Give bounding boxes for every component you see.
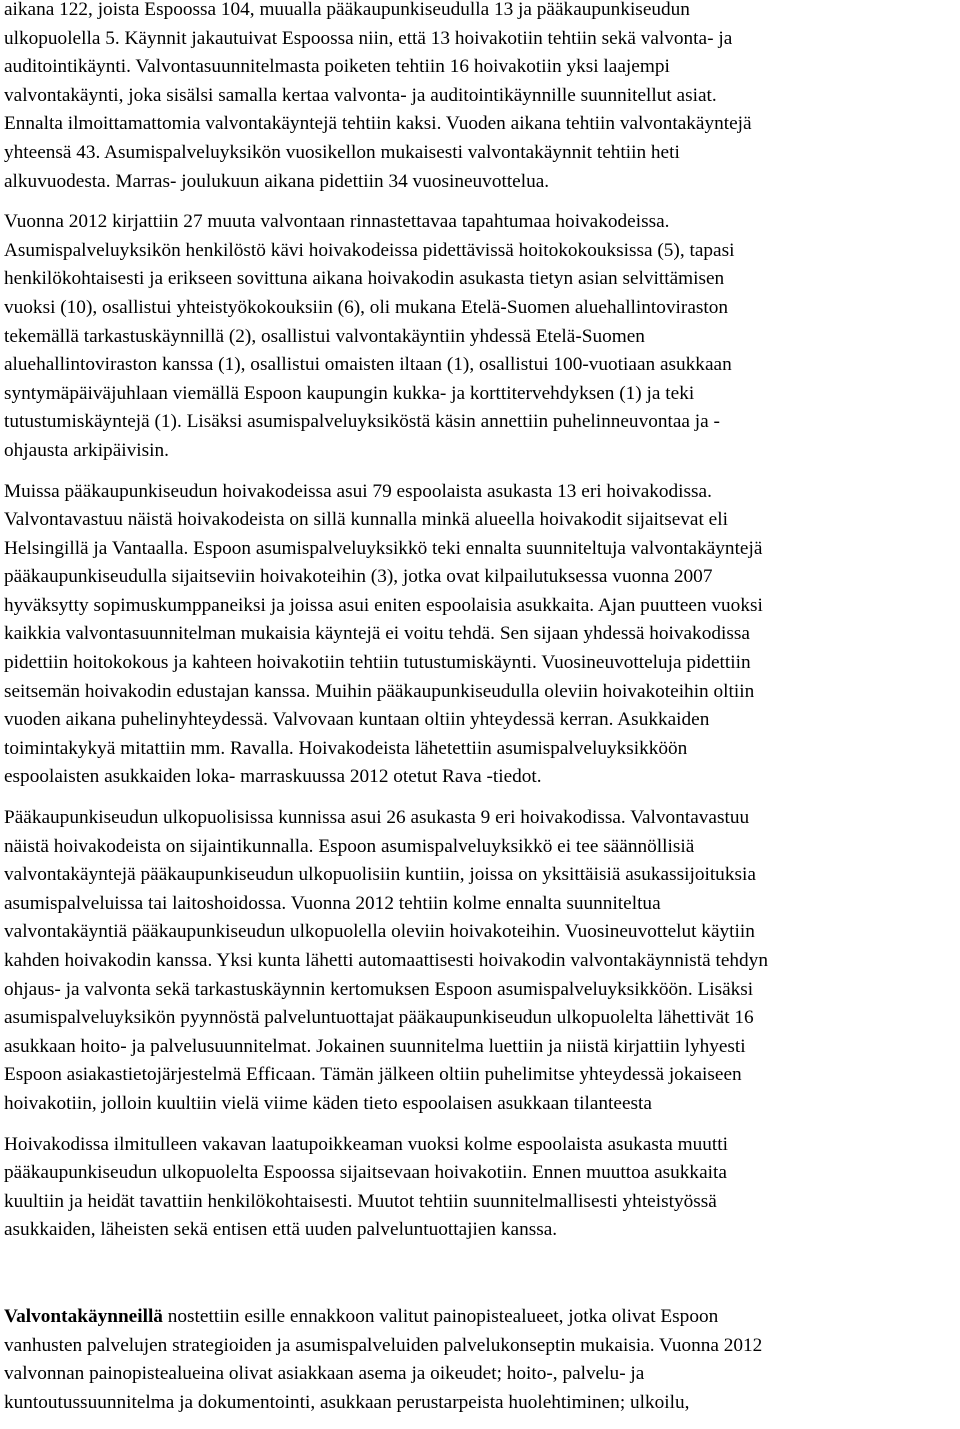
text-line: syntymäpäiväjuhlaan viemällä Espoon kaupungin kukka- ja korttitervehdyksen (1) ja teki	[4, 382, 695, 404]
text-line: vanhusten palvelujen strategioiden ja asumispalveluiden palvelukonseptin mukaisia. Vuonna 2012	[4, 1334, 763, 1356]
text-line: asumispalveluissa tai laitoshoidossa. Vuonna 2012 tehtiin kolme ennalta suunniteltua	[4, 892, 661, 914]
paragraph-visit-counts	[4, 0, 956, 196]
text-line: alkuvuodesta. Marras- joulukuun aikana pidettiin 34 vuosineuvottelua.	[4, 170, 550, 192]
text-line: pidettiin hoitokokous ja kahteen hoivakotiin tehtiin tutustumiskäynti. Vuosineuvotteluja pidettiin	[4, 652, 751, 674]
paragraph-gap	[4, 1257, 956, 1303]
text-line: ohjaus- ja valvonta sekä tarkastuskäynnin kertomuksen Espoon asumispalveluyksikköön. Lisäksi	[4, 978, 754, 1000]
text-line: vuoden aikana puhelinyhteydessä. Valvovaan kuntaan oltiin yhteydessä kerran. Asukkaiden	[4, 709, 710, 731]
text-line: Helsingillä ja Vantaalla. Espoon asumispalveluyksikkö teki ennalta suunniteltuja valvontakäyntejä	[4, 537, 763, 559]
lead-line-rest: nostettiin esille ennakkoon valitut painopistealueet, jotka olivat Espoon	[162, 1305, 719, 1327]
text-line: pääkaupunkiseudun ulkopuolelta Espoossa sijaitsevaan hoivakotiin. Ennen muuttoa asukkaita	[4, 1162, 727, 1184]
text-line: asukkaiden, läheisten sekä entisen että uuden palveluntuottajien kanssa.	[4, 1219, 558, 1241]
text-line: Espoon asiakastietojärjestelmä Efficaan. Tämän jälkeen oltiin puhelimitse yhteydessä jokaiseen	[4, 1064, 742, 1086]
text-line: tutustumiskäyntejä (1). Lisäksi asumispalveluyksiköstä käsin annettiin puhelinneuvontaa ja -	[4, 411, 720, 433]
text-line: Valvontavastuu näistä hoivakodeista on sillä kunnalla minkä alueella hoivakodit sijaitsevat eli	[4, 509, 728, 531]
text-line: kuntoutussuunnitelma ja dokumentointi, asukkaan perustarpeista huolehtiminen; ulkoilu,	[4, 1391, 690, 1413]
text-line: Muissa pääkaupunkiseudun hoivakodeissa asui 79 espoolaista asukasta 13 eri hoivakodissa.	[4, 480, 712, 502]
text-line: toimintakykyä mitattiin mm. Ravalla. Hoivakodeista lähetettiin asumispalveluyksikköön	[4, 737, 688, 759]
text-line: kuultiin ja heidät tavattiin henkilökohtaisesti. Muutot tehtiin suunnitelmallisesti yhteistyössä	[4, 1190, 717, 1212]
text-line: vuoksi (10), osallistui yhteistyökokouksiin (6), oli mukana Etelä-Suomen aluehallintoviraston	[4, 296, 729, 318]
text-line: Asumispalveluyksikön henkilöstö kävi hoivakodeissa pidettävissä hoitokokouksissa (5), tapasi	[4, 239, 735, 261]
text-line: seitsemän hoivakodin edustajan kanssa. Muihin pääkaupunkiseudulla oleviin hoivakoteihin oltiin	[4, 680, 755, 702]
text-line: Hoivakodissa ilmitulleen vakavan laatupoikkeaman vuoksi kolme espoolaista asukasta muutti	[4, 1133, 728, 1155]
paragraph-other-events	[4, 208, 956, 465]
text-line: pääkaupunkiseudulla sijaitseviin hoivakoteihin (3), jotka ovat kilpailutuksessa vuonna 2007	[4, 566, 713, 588]
text-line: Vuonna 2012 kirjattiin 27 muuta valvontaan rinnastettavaa tapahtumaa hoivakodeissa.	[4, 211, 670, 233]
text-line: espoolaisten asukkaiden loka- marraskuussa 2012 otetut Rava -tiedot.	[4, 766, 542, 788]
text-line: valvontakäyntiä pääkaupunkiseudun ulkopuolella oleviin hoivakoteihin. Vuosineuvottelut käytiin	[4, 921, 755, 943]
text-line: ohjausta arkipäivisin.	[4, 439, 169, 461]
paragraph-capital-region	[4, 478, 956, 793]
text-line: henkilökohtaisesti ja erikseen sovittuna aikana hoivakodin asukasta tietyn asian selvittämisen	[4, 268, 725, 290]
text-line: valvontakäyntejä pääkaupunkiseudun ulkopuolisiin kuntiin, joissa on yksittäisiä asukassijoituksia	[4, 864, 756, 886]
text-line: ulkopuolella 5. Käynnit jakautuivat Espoossa niin, että 13 hoivakotiin tehtiin sekä valvonta- ja	[4, 27, 733, 49]
text-line: näistä hoivakodeista on sijaintikunnalla. Espoon asumispalveluyksikkö ei tee säännöllisiä	[4, 835, 695, 857]
text-line: yhteensä 43. Asumispalveluyksikön vuosikellon mukaisesti valvontakäynnit tehtiin heti	[4, 141, 680, 163]
paragraph-quality-deviation	[4, 1131, 956, 1245]
text-line: kahden hoivakodin kanssa. Yksi kunta lähetti automaattisesti hoivakodin valvontakäynnistä tehdyn	[4, 950, 768, 971]
text-line: kaikkia valvontasuunnitelman mukaisia käyntejä ei voitu tehdä. Sen sijaan yhdessä hoivakodissa	[4, 623, 750, 645]
paragraph-focus-areas	[4, 1303, 956, 1417]
text-line: valvonnan painopistealueina olivat asiakkaan asema ja oikeudet; hoito-, palvelu- ja	[4, 1363, 645, 1385]
text-line: aikana 122, joista Espoossa 104, muualla pääkaupunkiseudulla 13 ja pääkaupunkiseudun	[4, 0, 690, 20]
text-line: Ennalta ilmoittamattomia valvontakäyntejä tehtiin kaksi. Vuoden aikana tehtiin valvontakäyntejä	[4, 113, 752, 135]
text-line: asumispalveluyksikön pyynnöstä palveluntuottajat pääkaupunkiseudun ulkopuolelta lähettivät 16	[4, 1007, 754, 1029]
text-line: asukkaan hoito- ja palvelusuunnitelmat. Jokainen suunnitelma luettiin ja niistä kirjattiin lyhyesti	[4, 1035, 746, 1057]
text-line: auditointikäynti. Valvontasuunnitelmasta poiketen tehtiin 16 hoivakotiin yksi laajempi	[4, 56, 670, 78]
paragraph-outside-region	[4, 804, 956, 1119]
text-line: hyväksytty sopimuskumppaneiksi ja joissa asui eniten espoolaisia asukkaita. Ajan puutteen vuoksi	[4, 594, 763, 616]
text-line: aluehallintoviraston kanssa (1), osallistui omaisten iltaan (1), osallistui 100-vuotiaan asukkaan	[4, 354, 732, 376]
text-line: valvontakäynti, joka sisälsi samalla kertaa valvonta- ja auditointikäynnille suunnitellut asiat.	[4, 84, 717, 106]
bold-lead-term: Valvontakäynneillä	[4, 1305, 163, 1327]
text-line	[4, 1303, 956, 1332]
text-line: tekemällä tarkastuskäynnillä (2), osallistui valvontakäyntiin yhdessä Etelä-Suomen	[4, 325, 645, 347]
text-line: Pääkaupunkiseudun ulkopuolisissa kunnissa asui 26 asukasta 9 eri hoivakodissa. Valvontavastuu	[4, 807, 750, 829]
text-line: hoivakotiin, jolloin kuultiin vielä viime käden tieto espoolaisen asukkaan tilanteesta	[4, 1092, 652, 1114]
